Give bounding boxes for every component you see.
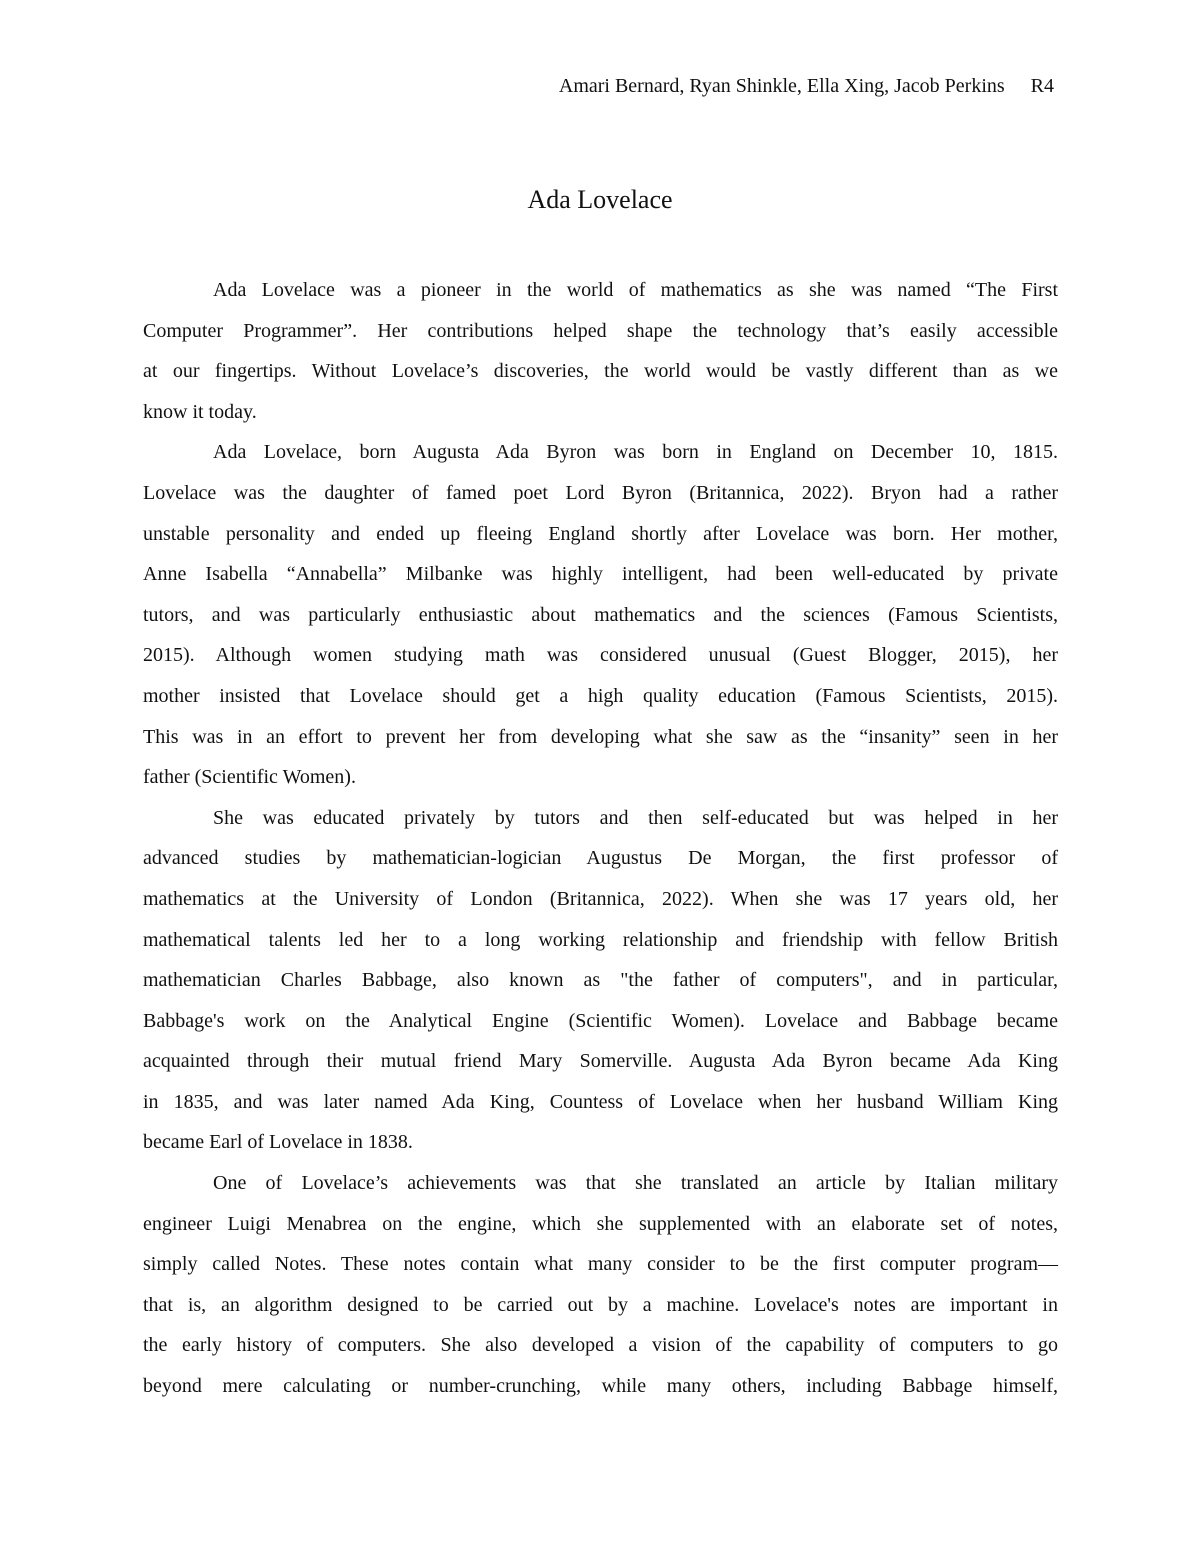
paragraph-line: at our fingertips. Without Lovelace’s discoveries, the world would be vastly different than as we bbox=[143, 360, 1058, 383]
paragraph-line: became Earl of Lovelace in 1838. bbox=[143, 1131, 413, 1154]
paragraph-line: mother insisted that Lovelace should get a high quality education (Famous Scientists, 2015). bbox=[143, 684, 1058, 707]
header-authors: Amari Bernard, Ryan Shinkle, Ella Xing, Jacob Perkins bbox=[558, 75, 1005, 97]
paragraph bbox=[143, 432, 1058, 797]
paragraph-line: This was in an effort to prevent her from developing what she saw as the “insanity” seen in her bbox=[143, 725, 1058, 748]
paragraph-line: the early history of computers. She also developed a vision of the capability of computers to go bbox=[143, 1334, 1058, 1357]
paragraph-line: that is, an algorithm designed to be carried out by a machine. Lovelace's notes are important in bbox=[143, 1293, 1058, 1316]
paragraph bbox=[143, 1163, 1058, 1407]
paragraph bbox=[143, 270, 1058, 432]
paragraph-line: tutors, and was particularly enthusiastic about mathematics and the sciences (Famous Scientists, bbox=[143, 603, 1058, 626]
paragraph-line: mathematics at the University of London (Britannica, 2022). When she was 17 years old, her bbox=[143, 887, 1058, 910]
paragraph-line: Ada Lovelace was a pioneer in the world of mathematics as she was named “The First bbox=[213, 279, 1058, 301]
paragraph-line: Ada Lovelace, born Augusta Ada Byron was born in England on December 10, 1815. bbox=[213, 441, 1058, 464]
paragraph-line: mathematical talents led her to a long working relationship and friendship with fellow British bbox=[143, 928, 1058, 951]
paragraph-line: She was educated privately by tutors and then self-educated but was helped in her bbox=[213, 806, 1058, 829]
paragraph-line: Babbage's work on the Analytical Engine (Scientific Women). Lovelace and Babbage became bbox=[143, 1009, 1058, 1032]
paragraph-line: Computer Programmer”. Her contributions helped shape the technology that’s easily accessible bbox=[143, 319, 1058, 342]
paragraph-line: engineer Luigi Menabrea on the engine, which she supplemented with an elaborate set of notes, bbox=[143, 1212, 1058, 1235]
paragraph-line: Anne Isabella “Annabella” Milbanke was highly intelligent, had been well-educated by private bbox=[143, 563, 1058, 586]
paragraph-line: unstable personality and ended up fleeing England shortly after Lovelace was born. Her mother, bbox=[143, 522, 1058, 545]
paragraph bbox=[143, 798, 1058, 1163]
paragraph-line: father (Scientific Women). bbox=[143, 766, 356, 789]
document-title: Ada Lovelace bbox=[527, 185, 673, 214]
document-body bbox=[143, 270, 1058, 1407]
paragraph-line: mathematician Charles Babbage, also known as "the father of computers", and in particular, bbox=[143, 969, 1058, 992]
paragraph-line: Lovelace was the daughter of famed poet Lord Byron (Britannica, 2022). Bryon had a rather bbox=[143, 481, 1058, 504]
paragraph-line: in 1835, and was later named Ada King, Countess of Lovelace when her husband William King bbox=[143, 1090, 1058, 1113]
paragraph-line: simply called Notes. These notes contain what many consider to be the first computer program— bbox=[143, 1253, 1058, 1276]
running-header bbox=[559, 72, 1054, 100]
paragraph-line: acquainted through their mutual friend Mary Somerville. Augusta Ada Byron became Ada King bbox=[143, 1050, 1058, 1073]
paragraph-line: beyond mere calculating or number-crunching, while many others, including Babbage himself, bbox=[143, 1375, 1058, 1398]
paragraph-line: 2015). Although women studying math was considered unusual (Guest Blogger, 2015), her bbox=[143, 644, 1058, 667]
paragraph-line: advanced studies by mathematician-logician Augustus De Morgan, the first professor of bbox=[143, 847, 1058, 870]
paragraph-line: know it today. bbox=[143, 400, 257, 423]
paragraph-line: One of Lovelace’s achievements was that she translated an article by Italian military bbox=[213, 1172, 1058, 1195]
header-page-label: R4 bbox=[1030, 75, 1054, 97]
